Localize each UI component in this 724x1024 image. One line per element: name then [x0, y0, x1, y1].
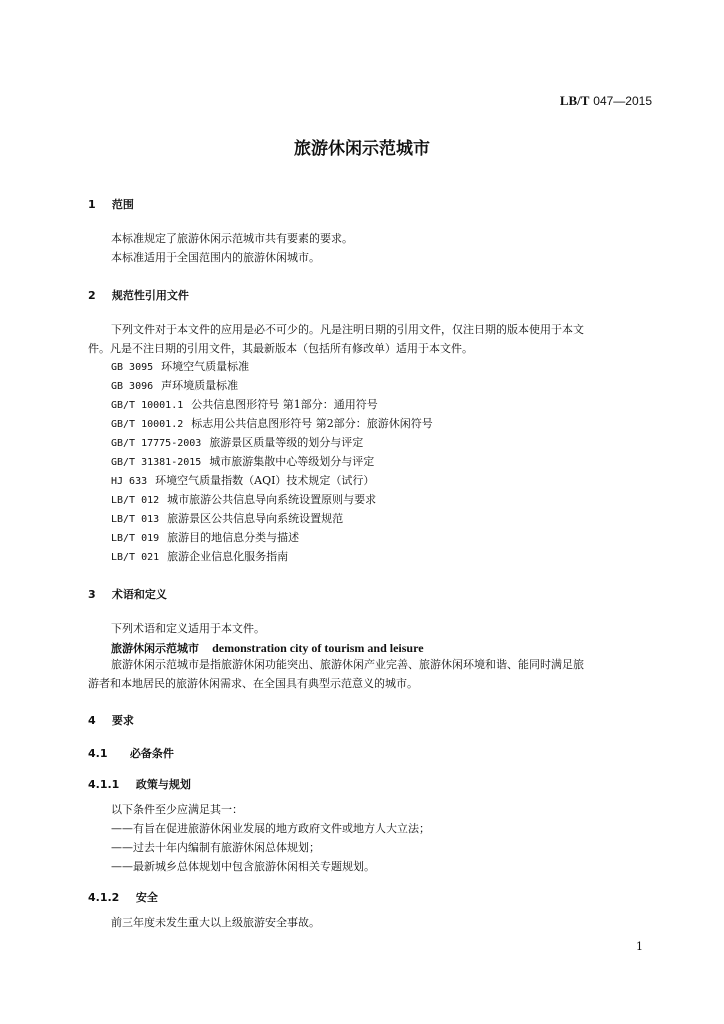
reference-code: LB/T 021	[111, 552, 160, 563]
section-4-1-1-heading	[88, 776, 191, 792]
document-title: 旅游休闲示范城市	[294, 139, 430, 159]
reference-code: GB/T 10001.2	[111, 419, 184, 430]
section-number: 1	[88, 198, 96, 211]
list-item: ——过去十年内编制有旅游休闲总体规划；	[111, 841, 320, 854]
section-title: 政策与规划	[135, 778, 191, 791]
section-title: 必备条件	[129, 747, 174, 760]
paragraph: 本标准适用于全国范围内的旅游休闲城市。	[111, 251, 320, 264]
paragraph: 下列术语和定义适用于本文件。	[111, 622, 265, 635]
reference-title: 标志用公共信息图形符号 第2部分：旅游休闲符号	[191, 417, 433, 430]
page-number: 1	[636, 940, 643, 953]
reference-item	[111, 415, 433, 431]
paragraph: 游者和本地居民的旅游休闲需求、在全国具有典型示范意义的城市。	[88, 677, 418, 690]
paragraph: 下列文件对于本文件的应用是必不可少的。凡是注明日期的引用文件，仅注日期的版本使用于本文	[111, 323, 584, 336]
section-number: 4.1.1	[88, 778, 120, 791]
section-number: 3	[88, 588, 96, 601]
reference-item	[111, 396, 378, 412]
standard-number: 047—2015	[593, 94, 652, 108]
term-english: demonstration city of tourism and leisure	[212, 641, 424, 655]
section-3-heading	[88, 586, 167, 602]
section-title: 范围	[111, 198, 134, 211]
reference-code: GB 3096	[111, 381, 154, 392]
reference-code: LB/T 019	[111, 533, 160, 544]
section-title: 安全	[135, 891, 158, 904]
reference-item	[111, 472, 374, 488]
section-1-heading	[88, 196, 134, 212]
section-4-1-2-heading	[88, 889, 158, 905]
paragraph: 旅游休闲示范城市是指旅游休闲功能突出、旅游休闲产业完善、旅游休闲环境和谐、能同时满足旅	[111, 658, 584, 671]
reference-title: 旅游景区质量等级的划分与评定	[209, 436, 364, 449]
reference-title: 城市旅游集散中心等级划分与评定	[209, 455, 375, 468]
section-number: 4.1	[88, 747, 108, 760]
term-chinese: 旅游休闲示范城市	[111, 642, 199, 655]
reference-code: GB/T 17775-2003	[111, 438, 202, 449]
list-item: ——最新城乡总体规划中包含旅游休闲相关专题规划。	[111, 860, 375, 873]
reference-item	[111, 510, 343, 526]
reference-code: LB/T 012	[111, 495, 160, 506]
reference-title: 旅游景区公共信息导向系统设置规范	[167, 512, 344, 525]
reference-item	[111, 548, 288, 564]
reference-code: HJ 633	[111, 476, 148, 487]
paragraph: 前三年度未发生重大以上级旅游安全事故。	[111, 916, 320, 929]
standard-code	[560, 93, 652, 109]
reference-title: 环境空气质量指数（AQI）技术规定（试行）	[155, 474, 375, 487]
section-4-1-heading	[88, 745, 174, 761]
reference-item	[111, 358, 249, 374]
section-number: 4.1.2	[88, 891, 120, 904]
reference-item	[111, 377, 238, 393]
section-title: 规范性引用文件	[111, 289, 189, 302]
reference-code: GB 3095	[111, 362, 154, 373]
reference-title: 旅游目的地信息分类与描述	[167, 531, 300, 544]
term-entry	[111, 637, 424, 656]
reference-item	[111, 453, 374, 469]
reference-item	[111, 491, 376, 507]
paragraph: 本标准规定了旅游休闲示范城市共有要素的要求。	[111, 232, 353, 245]
reference-title: 旅游企业信息化服务指南	[167, 550, 289, 563]
reference-code: GB/T 31381-2015	[111, 457, 202, 468]
reference-title: 环境空气质量标准	[161, 360, 250, 373]
reference-title: 城市旅游公共信息导向系统设置原则与要求	[167, 493, 377, 506]
reference-title: 声环境质量标准	[161, 379, 239, 392]
section-4-heading	[88, 712, 134, 728]
section-number: 4	[88, 714, 96, 727]
section-2-heading	[88, 287, 189, 303]
reference-item	[111, 434, 363, 450]
section-number: 2	[88, 289, 96, 302]
reference-code: LB/T 013	[111, 514, 160, 525]
section-title: 要求	[111, 714, 134, 727]
reference-code: GB/T 10001.1	[111, 400, 184, 411]
section-title: 术语和定义	[111, 588, 167, 601]
paragraph: 件。凡是不注日期的引用文件，其最新版本（包括所有修改单）适用于本文件。	[88, 342, 473, 355]
reference-item	[111, 529, 299, 545]
reference-title: 公共信息图形符号 第1部分：通用符号	[191, 398, 378, 411]
standard-prefix: LB/T	[559, 93, 590, 108]
list-item: ——有旨在促进旅游休闲业发展的地方政府文件或地方人大立法；	[111, 822, 430, 835]
paragraph: 以下条件至少应满足其一：	[111, 803, 243, 816]
